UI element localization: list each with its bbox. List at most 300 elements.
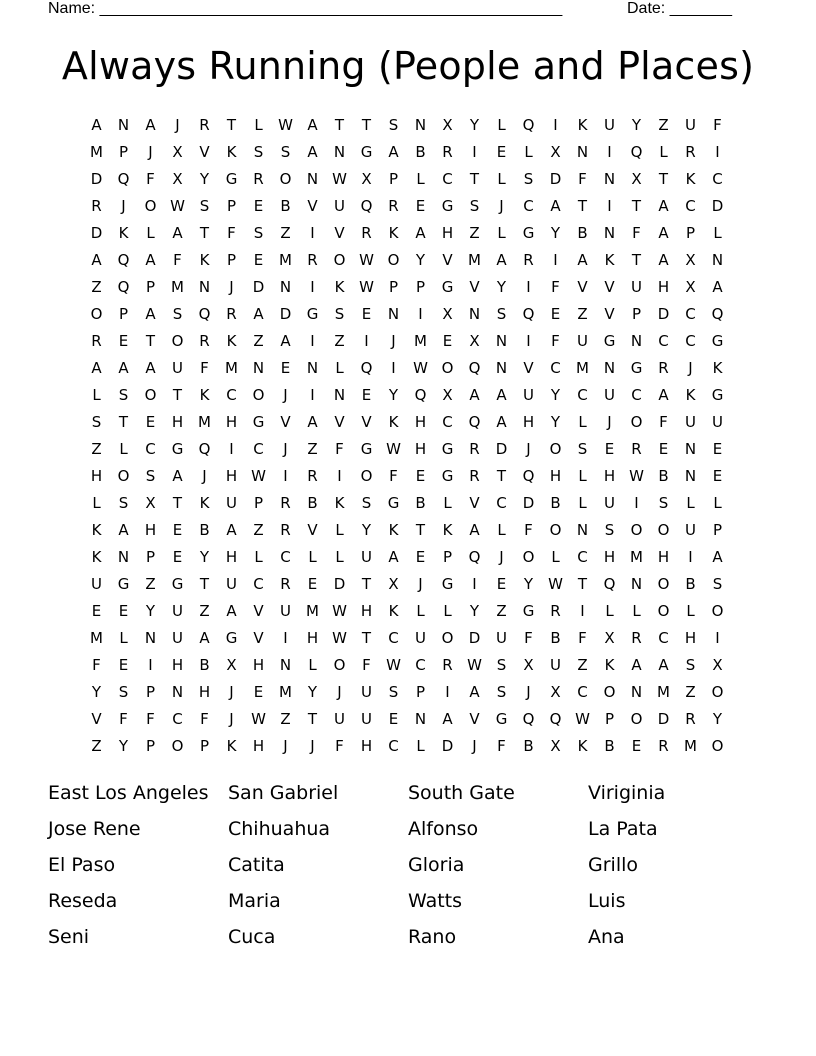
grid-letter[interactable]: H — [198, 683, 211, 701]
grid-letter[interactable]: Q — [468, 359, 481, 377]
grid-letter[interactable]: P — [145, 737, 156, 755]
grid-letter[interactable]: J — [283, 737, 288, 755]
grid-letter[interactable]: L — [308, 548, 317, 566]
grid-letter[interactable]: K — [91, 521, 102, 539]
grid-letter[interactable]: C — [685, 305, 696, 323]
grid-letter[interactable]: A — [226, 521, 237, 539]
grid-letter[interactable]: O — [603, 683, 616, 701]
grid-letter[interactable]: T — [172, 386, 183, 404]
grid-letter[interactable]: N — [117, 116, 130, 134]
grid-letter[interactable]: I — [715, 629, 720, 647]
grid-letter[interactable]: A — [199, 629, 210, 647]
grid-letter[interactable]: W — [467, 656, 482, 674]
grid-letter[interactable]: L — [308, 656, 317, 674]
grid-letter[interactable]: L — [335, 359, 344, 377]
grid-letter[interactable]: R — [658, 737, 669, 755]
grid-letter[interactable]: L — [632, 602, 641, 620]
grid-letter[interactable]: V — [91, 710, 102, 728]
grid-letter[interactable]: U — [523, 386, 534, 404]
grid-letter[interactable]: C — [145, 440, 156, 458]
grid-letter[interactable]: A — [496, 386, 507, 404]
grid-letter[interactable]: U — [334, 710, 345, 728]
grid-letter[interactable]: U — [685, 521, 696, 539]
grid-letter[interactable]: T — [631, 197, 642, 215]
grid-letter[interactable]: L — [416, 170, 425, 188]
grid-letter[interactable]: J — [688, 359, 693, 377]
grid-letter[interactable]: M — [90, 629, 103, 647]
grid-letter[interactable]: H — [657, 548, 670, 566]
grid-letter[interactable]: Z — [577, 656, 588, 674]
grid-letter[interactable]: F — [146, 170, 155, 188]
grid-letter[interactable]: H — [360, 737, 373, 755]
grid-letter[interactable]: S — [280, 143, 291, 161]
grid-letter[interactable]: W — [629, 467, 644, 485]
grid-letter[interactable]: X — [442, 116, 453, 134]
grid-letter[interactable]: N — [117, 548, 130, 566]
grid-letter[interactable]: I — [310, 278, 315, 296]
grid-letter[interactable]: E — [118, 602, 129, 620]
grid-letter[interactable]: A — [469, 521, 480, 539]
grid-letter[interactable]: H — [684, 629, 697, 647]
grid-letter[interactable]: L — [119, 629, 128, 647]
grid-letter[interactable]: K — [685, 386, 696, 404]
grid-letter[interactable]: Y — [388, 386, 399, 404]
grid-letter[interactable]: C — [442, 170, 453, 188]
grid-letter[interactable]: O — [144, 197, 157, 215]
grid-letter[interactable]: U — [361, 548, 372, 566]
grid-letter[interactable]: X — [388, 575, 399, 593]
grid-letter[interactable]: U — [712, 413, 723, 431]
grid-letter[interactable]: S — [469, 197, 480, 215]
grid-letter[interactable]: F — [497, 737, 506, 755]
grid-letter[interactable]: K — [91, 548, 102, 566]
grid-letter[interactable]: N — [144, 629, 157, 647]
grid-letter[interactable]: O — [441, 359, 454, 377]
grid-letter[interactable]: N — [495, 332, 508, 350]
grid-letter[interactable]: C — [712, 170, 723, 188]
grid-letter[interactable]: V — [469, 278, 480, 296]
grid-letter[interactable]: N — [414, 710, 427, 728]
grid-letter[interactable]: V — [523, 359, 534, 377]
grid-letter[interactable]: P — [631, 305, 642, 323]
grid-letter[interactable]: R — [658, 359, 669, 377]
grid-letter[interactable]: R — [523, 251, 534, 269]
grid-letter[interactable]: A — [658, 251, 669, 269]
grid-letter[interactable]: A — [307, 143, 318, 161]
grid-letter[interactable]: W — [359, 251, 374, 269]
grid-letter[interactable]: R — [280, 521, 291, 539]
grid-letter[interactable]: I — [580, 602, 585, 620]
grid-letter[interactable]: Q — [522, 116, 535, 134]
grid-letter[interactable]: G — [171, 440, 184, 458]
grid-letter[interactable]: L — [578, 413, 587, 431]
grid-letter[interactable]: P — [415, 683, 426, 701]
grid-letter[interactable]: H — [171, 413, 184, 431]
grid-letter[interactable]: E — [145, 413, 156, 431]
grid-letter[interactable]: D — [495, 440, 508, 458]
grid-letter[interactable]: P — [226, 197, 237, 215]
grid-letter[interactable]: N — [414, 116, 427, 134]
grid-letter[interactable]: T — [577, 197, 588, 215]
grid-letter[interactable]: M — [90, 143, 103, 161]
grid-letter[interactable]: C — [226, 386, 237, 404]
grid-letter[interactable]: H — [549, 467, 562, 485]
grid-letter[interactable]: N — [603, 224, 616, 242]
grid-letter[interactable]: A — [658, 656, 669, 674]
grid-letter[interactable]: R — [280, 494, 291, 512]
grid-letter[interactable]: C — [577, 386, 588, 404]
grid-letter[interactable]: L — [92, 494, 101, 512]
grid-letter[interactable]: C — [253, 575, 264, 593]
grid-letter[interactable]: A — [145, 251, 156, 269]
grid-letter[interactable]: J — [526, 683, 531, 701]
grid-letter[interactable]: T — [361, 629, 372, 647]
grid-letter[interactable]: C — [577, 683, 588, 701]
grid-letter[interactable]: N — [468, 305, 481, 323]
grid-letter[interactable]: P — [415, 278, 426, 296]
grid-letter[interactable]: H — [252, 656, 265, 674]
grid-letter[interactable]: L — [254, 116, 263, 134]
grid-letter[interactable]: L — [146, 224, 155, 242]
grid-letter[interactable]: P — [226, 251, 237, 269]
grid-letter[interactable]: S — [604, 521, 615, 539]
grid-letter[interactable]: L — [713, 494, 722, 512]
grid-letter[interactable]: F — [200, 359, 209, 377]
grid-letter[interactable]: U — [172, 602, 183, 620]
grid-letter[interactable]: Q — [360, 359, 373, 377]
grid-letter[interactable]: X — [685, 278, 696, 296]
grid-letter[interactable]: Z — [145, 575, 156, 593]
grid-letter[interactable]: H — [90, 467, 103, 485]
grid-letter[interactable]: Q — [522, 710, 535, 728]
grid-letter[interactable]: F — [524, 521, 533, 539]
grid-letter[interactable]: P — [604, 710, 615, 728]
grid-letter[interactable]: H — [225, 413, 238, 431]
grid-letter[interactable]: F — [389, 467, 398, 485]
grid-letter[interactable]: Q — [549, 710, 562, 728]
grid-letter[interactable]: C — [280, 548, 291, 566]
grid-letter[interactable]: Y — [469, 602, 480, 620]
grid-letter[interactable]: D — [90, 170, 103, 188]
grid-letter[interactable]: G — [360, 440, 373, 458]
grid-letter[interactable]: T — [145, 332, 156, 350]
grid-letter[interactable]: S — [334, 305, 345, 323]
grid-letter[interactable]: I — [526, 278, 531, 296]
grid-letter[interactable]: F — [551, 332, 560, 350]
grid-letter[interactable]: H — [441, 224, 454, 242]
grid-letter[interactable]: K — [334, 278, 345, 296]
grid-letter[interactable]: H — [522, 413, 535, 431]
grid-letter[interactable]: L — [335, 521, 344, 539]
grid-letter[interactable]: G — [603, 332, 616, 350]
grid-letter[interactable]: D — [657, 710, 670, 728]
grid-letter[interactable]: H — [657, 278, 670, 296]
grid-letter[interactable]: A — [550, 197, 561, 215]
grid-letter[interactable]: S — [388, 116, 399, 134]
grid-letter[interactable]: E — [415, 467, 426, 485]
grid-letter[interactable]: U — [604, 494, 615, 512]
grid-letter[interactable]: H — [144, 521, 157, 539]
grid-letter[interactable]: W — [359, 278, 374, 296]
grid-letter[interactable]: X — [685, 251, 696, 269]
grid-letter[interactable]: T — [199, 575, 210, 593]
grid-letter[interactable]: V — [199, 143, 210, 161]
grid-letter[interactable]: M — [576, 359, 589, 377]
grid-letter[interactable]: A — [658, 197, 669, 215]
grid-letter[interactable]: C — [415, 656, 426, 674]
grid-letter[interactable]: Z — [91, 737, 102, 755]
grid-letter[interactable]: T — [118, 413, 129, 431]
grid-letter[interactable]: G — [522, 602, 535, 620]
grid-letter[interactable]: C — [550, 359, 561, 377]
grid-letter[interactable]: K — [577, 737, 588, 755]
grid-letter[interactable]: G — [441, 467, 454, 485]
grid-letter[interactable]: M — [684, 737, 697, 755]
grid-letter[interactable]: I — [688, 548, 693, 566]
grid-letter[interactable]: R — [199, 116, 210, 134]
grid-letter[interactable]: G — [711, 386, 724, 404]
grid-letter[interactable]: C — [631, 386, 642, 404]
grid-letter[interactable]: N — [711, 251, 724, 269]
grid-letter[interactable]: K — [226, 737, 237, 755]
grid-letter[interactable]: Z — [469, 224, 480, 242]
grid-letter[interactable]: X — [172, 143, 183, 161]
grid-letter[interactable]: D — [252, 278, 265, 296]
grid-letter[interactable]: L — [578, 467, 587, 485]
grid-letter[interactable]: V — [469, 494, 480, 512]
grid-letter[interactable]: Q — [522, 467, 535, 485]
grid-letter[interactable]: N — [387, 305, 400, 323]
name-field[interactable]: Name: ____________________________________________________ — [48, 0, 563, 17]
grid-letter[interactable]: F — [335, 440, 344, 458]
grid-letter[interactable]: J — [391, 332, 396, 350]
grid-letter[interactable]: N — [630, 332, 643, 350]
grid-letter[interactable]: L — [119, 440, 128, 458]
grid-letter[interactable]: O — [360, 467, 373, 485]
grid-letter[interactable]: R — [307, 467, 318, 485]
grid-letter[interactable]: F — [524, 629, 533, 647]
grid-letter[interactable]: L — [497, 521, 506, 539]
grid-letter[interactable]: K — [199, 251, 210, 269]
grid-letter[interactable]: G — [360, 143, 373, 161]
grid-letter[interactable]: A — [145, 305, 156, 323]
grid-letter[interactable]: W — [413, 359, 428, 377]
grid-letter[interactable]: D — [549, 170, 562, 188]
grid-letter[interactable]: Z — [496, 602, 507, 620]
grid-letter[interactable]: K — [442, 521, 453, 539]
grid-letter[interactable]: E — [253, 197, 264, 215]
grid-letter[interactable]: J — [229, 710, 234, 728]
grid-letter[interactable]: I — [337, 467, 342, 485]
grid-letter[interactable]: O — [711, 602, 724, 620]
grid-letter[interactable]: N — [630, 683, 643, 701]
grid-letter[interactable]: O — [171, 332, 184, 350]
grid-letter[interactable]: C — [496, 494, 507, 512]
grid-letter[interactable]: V — [334, 413, 345, 431]
grid-letter[interactable]: I — [526, 332, 531, 350]
grid-letter[interactable]: W — [332, 602, 347, 620]
grid-letter[interactable]: B — [550, 494, 561, 512]
grid-letter[interactable]: L — [524, 143, 533, 161]
grid-letter[interactable]: X — [550, 737, 561, 755]
grid-letter[interactable]: U — [172, 629, 183, 647]
grid-letter[interactable]: S — [253, 143, 264, 161]
grid-letter[interactable]: Y — [145, 602, 156, 620]
grid-letter[interactable]: Z — [199, 602, 210, 620]
grid-letter[interactable]: K — [388, 224, 399, 242]
grid-letter[interactable]: D — [468, 629, 481, 647]
grid-letter[interactable]: H — [225, 467, 238, 485]
grid-letter[interactable]: L — [254, 548, 263, 566]
grid-letter[interactable]: R — [91, 332, 102, 350]
grid-letter[interactable]: I — [634, 494, 639, 512]
grid-letter[interactable]: L — [497, 116, 506, 134]
grid-letter[interactable]: L — [686, 602, 695, 620]
grid-letter[interactable]: A — [658, 224, 669, 242]
grid-letter[interactable]: O — [630, 521, 643, 539]
grid-letter[interactable]: B — [415, 494, 426, 512]
grid-letter[interactable]: S — [253, 224, 264, 242]
grid-letter[interactable]: X — [550, 143, 561, 161]
grid-letter[interactable]: S — [496, 656, 507, 674]
grid-letter[interactable]: Q — [198, 440, 211, 458]
grid-letter[interactable]: K — [199, 386, 210, 404]
grid-letter[interactable]: Q — [360, 197, 373, 215]
grid-letter[interactable]: O — [657, 602, 670, 620]
grid-letter[interactable]: A — [145, 116, 156, 134]
grid-letter[interactable]: E — [415, 548, 426, 566]
grid-letter[interactable]: P — [145, 278, 156, 296]
grid-letter[interactable]: I — [607, 197, 612, 215]
grid-letter[interactable]: S — [145, 467, 156, 485]
grid-letter[interactable]: C — [388, 737, 399, 755]
grid-letter[interactable]: S — [658, 494, 669, 512]
grid-letter[interactable]: K — [577, 116, 588, 134]
grid-letter[interactable]: G — [441, 575, 454, 593]
grid-letter[interactable]: Y — [631, 116, 642, 134]
grid-letter[interactable]: P — [253, 494, 264, 512]
grid-letter[interactable]: L — [416, 602, 425, 620]
grid-letter[interactable]: K — [388, 602, 399, 620]
grid-letter[interactable]: S — [496, 683, 507, 701]
grid-letter[interactable]: O — [333, 656, 346, 674]
grid-letter[interactable]: Z — [91, 278, 102, 296]
grid-letter[interactable]: T — [415, 521, 426, 539]
grid-letter[interactable]: A — [118, 521, 129, 539]
grid-letter[interactable]: V — [253, 629, 264, 647]
grid-letter[interactable]: Y — [550, 413, 561, 431]
grid-letter[interactable]: I — [553, 116, 558, 134]
grid-letter[interactable]: R — [631, 629, 642, 647]
grid-letter[interactable]: J — [337, 683, 342, 701]
grid-letter[interactable]: I — [391, 359, 396, 377]
grid-letter[interactable]: K — [685, 170, 696, 188]
grid-letter[interactable]: M — [279, 251, 292, 269]
grid-letter[interactable]: F — [227, 224, 236, 242]
grid-letter[interactable]: A — [496, 413, 507, 431]
grid-letter[interactable]: G — [495, 710, 508, 728]
grid-letter[interactable]: C — [523, 197, 534, 215]
grid-letter[interactable]: C — [685, 197, 696, 215]
grid-letter[interactable]: F — [578, 629, 587, 647]
grid-letter[interactable]: X — [469, 332, 480, 350]
grid-letter[interactable]: L — [335, 548, 344, 566]
grid-letter[interactable]: U — [361, 710, 372, 728]
grid-letter[interactable]: E — [442, 332, 453, 350]
grid-letter[interactable]: R — [388, 197, 399, 215]
grid-letter[interactable]: V — [469, 710, 480, 728]
grid-letter[interactable]: R — [280, 575, 291, 593]
grid-letter[interactable]: K — [226, 143, 237, 161]
grid-letter[interactable]: J — [229, 278, 234, 296]
grid-letter[interactable]: I — [418, 305, 423, 323]
grid-letter[interactable]: F — [146, 710, 155, 728]
grid-letter[interactable]: B — [307, 494, 318, 512]
grid-letter[interactable]: C — [658, 332, 669, 350]
grid-letter[interactable]: A — [469, 683, 480, 701]
grid-letter[interactable]: I — [472, 575, 477, 593]
grid-letter[interactable]: V — [577, 278, 588, 296]
grid-letter[interactable]: V — [307, 197, 318, 215]
grid-letter[interactable]: G — [225, 629, 238, 647]
grid-letter[interactable]: J — [202, 467, 207, 485]
grid-letter[interactable]: J — [310, 737, 315, 755]
grid-letter[interactable]: A — [442, 710, 453, 728]
grid-letter[interactable]: N — [684, 467, 697, 485]
grid-letter[interactable]: J — [148, 143, 153, 161]
grid-letter[interactable]: G — [522, 224, 535, 242]
grid-letter[interactable]: W — [575, 710, 590, 728]
grid-letter[interactable]: I — [229, 440, 234, 458]
grid-letter[interactable]: W — [386, 440, 401, 458]
grid-letter[interactable]: G — [441, 278, 454, 296]
grid-letter[interactable]: S — [685, 656, 696, 674]
grid-letter[interactable]: L — [686, 494, 695, 512]
grid-letter[interactable]: A — [712, 278, 723, 296]
grid-letter[interactable]: D — [279, 305, 292, 323]
grid-letter[interactable]: K — [712, 359, 723, 377]
grid-letter[interactable]: N — [333, 386, 346, 404]
grid-letter[interactable]: I — [472, 143, 477, 161]
grid-letter[interactable]: V — [280, 413, 291, 431]
grid-letter[interactable]: O — [630, 710, 643, 728]
grid-letter[interactable]: E — [712, 467, 723, 485]
grid-letter[interactable]: A — [118, 359, 129, 377]
grid-letter[interactable]: O — [711, 683, 724, 701]
grid-letter[interactable]: G — [171, 575, 184, 593]
grid-letter[interactable]: F — [713, 116, 722, 134]
grid-letter[interactable]: C — [577, 548, 588, 566]
grid-letter[interactable]: J — [175, 116, 180, 134]
grid-letter[interactable]: B — [550, 629, 561, 647]
grid-letter[interactable]: Y — [496, 278, 507, 296]
grid-letter[interactable]: V — [361, 413, 372, 431]
grid-letter[interactable]: U — [631, 278, 642, 296]
grid-letter[interactable]: E — [307, 575, 318, 593]
grid-letter[interactable]: W — [332, 170, 347, 188]
grid-letter[interactable]: G — [711, 332, 724, 350]
grid-letter[interactable]: H — [414, 413, 427, 431]
grid-letter[interactable]: Y — [523, 575, 534, 593]
grid-letter[interactable]: A — [145, 359, 156, 377]
grid-letter[interactable]: Y — [469, 116, 480, 134]
grid-letter[interactable]: E — [172, 548, 183, 566]
grid-letter[interactable]: O — [333, 251, 346, 269]
grid-letter[interactable]: E — [496, 575, 507, 593]
grid-letter[interactable]: N — [576, 143, 589, 161]
grid-letter[interactable]: U — [172, 359, 183, 377]
grid-letter[interactable]: Q — [117, 170, 130, 188]
